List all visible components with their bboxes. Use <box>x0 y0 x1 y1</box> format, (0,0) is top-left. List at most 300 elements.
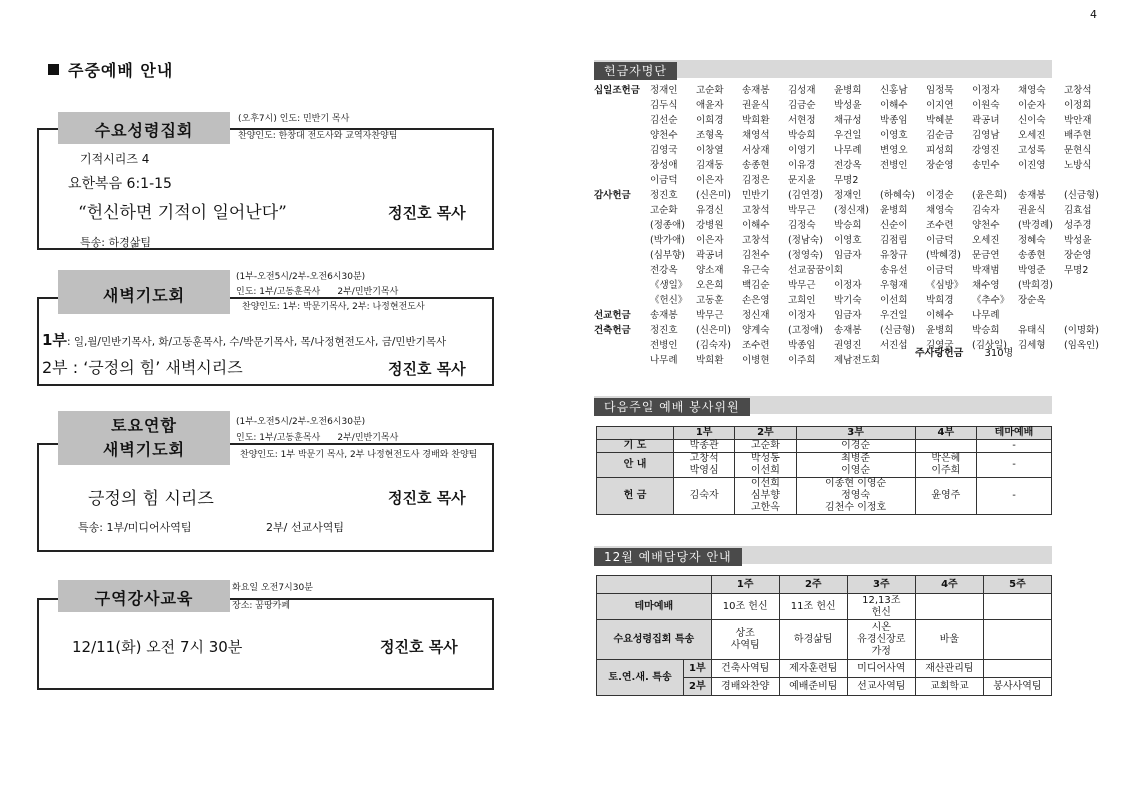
december-col-header: 4주 <box>915 576 983 594</box>
donor-name: 오세진 <box>972 235 1000 246</box>
donor-names <box>650 218 1110 233</box>
wednesday-info-2: 찬양인도: 한창대 전도사와 교역자찬양팀 <box>238 131 398 141</box>
wednesday-series: 기적시리즈 4 <box>80 152 150 166</box>
donor-name: 배주현 <box>1064 130 1092 141</box>
donor-name: 우건일 <box>880 310 908 321</box>
december-col-header: 2주 <box>779 576 847 594</box>
donor-row <box>594 143 1092 158</box>
donor-row <box>594 233 1092 248</box>
volunteers-col-header: 1부 <box>674 427 735 440</box>
donor-name: (신금형) <box>880 325 915 336</box>
donor-name: 문지윤 <box>788 175 816 186</box>
donor-name: 이해수 <box>742 220 770 231</box>
wednesday-preacher: 정진호 목사 <box>388 204 466 222</box>
donor-name: 채수영 <box>972 280 1000 291</box>
volunteers-row <box>597 478 1052 515</box>
donor-name: 이은자 <box>696 175 724 186</box>
donor-name: 김재동 <box>696 160 724 171</box>
donor-name: 《추수》 <box>972 295 1010 306</box>
donor-name: 제남전도회 <box>834 355 880 366</box>
december-sub-label: 2부 <box>684 678 712 696</box>
volunteers-cell: 김숙자 <box>674 478 735 515</box>
donor-name: 이해수 <box>880 100 908 111</box>
donor-name: 이선희 <box>880 295 908 306</box>
donor-name: 신이숙 <box>1018 115 1046 126</box>
donor-names <box>650 158 1110 173</box>
donor-name: 서현정 <box>788 115 816 126</box>
donor-row <box>594 98 1092 113</box>
december-col-header: 3주 <box>847 576 915 594</box>
saturday-tag-line2: 새벽기도회 <box>102 440 186 459</box>
donor-name: 고창석 <box>1064 85 1092 96</box>
donor-name: 송재봉 <box>742 85 770 96</box>
district-info-1: 화요일 오전7시30분 <box>232 583 313 593</box>
december-cell: 하경삶팀 <box>779 620 847 660</box>
donor-name: (김숙자) <box>696 340 731 351</box>
donor-name: 곽공녀 <box>696 250 724 261</box>
december-cell: 예배준비팀 <box>779 678 847 696</box>
donor-name: 장순영 <box>1064 250 1092 261</box>
donor-name: 박승희 <box>834 220 862 231</box>
december-cell: 바울 <box>915 620 983 660</box>
donor-names <box>650 338 1110 353</box>
donor-names <box>650 173 880 188</box>
donor-name: 손은영 <box>742 295 770 306</box>
donor-names <box>650 128 1110 143</box>
donor-row <box>594 203 1092 218</box>
volunteers-cell: 최병준 이영순 <box>796 453 915 478</box>
donor-name: (신은미) <box>696 190 731 201</box>
donor-name: 전병인 <box>880 160 908 171</box>
donor-name: 박종임 <box>880 115 908 126</box>
section-title-text: 주중예배 안내 <box>68 61 174 80</box>
donor-name: 이순자 <box>1018 100 1046 111</box>
volunteers-table <box>596 426 1052 515</box>
donor-name: 전강옥 <box>650 265 678 276</box>
december-cell: 선교사역팀 <box>847 678 915 696</box>
dawn-part1-text: : 일,월/민반기목사, 화/고동훈목사, 수/박문기목사, 목/나정현전도사, 금/민반기목사 <box>66 336 447 348</box>
wednesday-scripture: 요한복음 6:1-15 <box>68 176 172 192</box>
donor-name: 이경순 <box>926 190 954 201</box>
december-cell: 제자훈련팀 <box>779 660 847 678</box>
donor-name: 김효섭 <box>1064 205 1092 216</box>
page-number: 4 <box>1090 8 1097 21</box>
donor-row <box>594 173 1064 188</box>
donor-name: (정신재) <box>834 205 869 216</box>
december-row <box>597 594 1052 620</box>
donor-name: 정진호 <box>650 325 678 336</box>
donor-name: (김연경) <box>788 190 823 201</box>
donor-name: 《헌신》 <box>650 295 688 306</box>
donor-row <box>594 248 1092 263</box>
donor-name: (신은미) <box>696 325 731 336</box>
donor-names <box>650 308 1018 323</box>
donor-category: 감사헌금 <box>594 190 631 201</box>
december-cell: 재산관리팀 <box>915 660 983 678</box>
donor-name: 이영기 <box>788 145 816 156</box>
donor-name: 오세진 <box>1018 130 1046 141</box>
donor-row <box>594 128 1092 143</box>
district-preacher: 정진호 목사 <box>380 638 458 656</box>
saturday-tag <box>58 411 230 465</box>
december-table <box>596 575 1052 696</box>
donor-name: 이원숙 <box>972 100 1000 111</box>
donor-name: 박무근 <box>788 205 816 216</box>
donor-name: 나무례 <box>972 310 1000 321</box>
december-cell: 교회학교 <box>915 678 983 696</box>
donor-name: 유근숙 <box>742 265 770 276</box>
donor-name: 고창석 <box>742 205 770 216</box>
donors-header <box>594 60 1052 78</box>
dawn-preacher: 정진호 목사 <box>388 360 466 378</box>
december-cell: 봉사사역팀 <box>983 678 1051 696</box>
donor-name: 박희환 <box>742 115 770 126</box>
december-cell: 건축사역팀 <box>711 660 779 678</box>
donor-name: 전병인 <box>650 340 678 351</box>
donor-name: 애윤자 <box>696 100 724 111</box>
donor-name: 고성록 <box>1018 145 1046 156</box>
donor-names <box>650 293 1064 308</box>
donor-name: 서상재 <box>742 145 770 156</box>
section-title <box>48 58 173 81</box>
donors-title: 헌금자명단 <box>594 62 677 80</box>
donor-name: 임금자 <box>834 250 862 261</box>
donor-name: 신순이 <box>880 220 908 231</box>
donor-name: 김정숙 <box>788 220 816 231</box>
donor-name: (정남숙) <box>788 235 823 246</box>
volunteers-row <box>597 453 1052 478</box>
donor-row <box>594 293 1064 308</box>
donor-name: 유창규 <box>880 250 908 261</box>
donor-name: (하혜숙) <box>880 190 915 201</box>
donor-list <box>594 83 1099 368</box>
donor-name: 채영숙 <box>926 205 954 216</box>
donor-name: 김정은 <box>742 175 770 186</box>
volunteers-cell: 박성동 이선희 <box>735 453 796 478</box>
donor-names <box>650 353 880 368</box>
donor-name: 김성재 <box>788 85 816 96</box>
donor-name: 송재봉 <box>650 310 678 321</box>
saturday-info-1: (1부-오전5시/2부-오전6시30분) <box>236 417 366 427</box>
donor-name: 문현식 <box>1064 145 1092 156</box>
donor-name: 박혜분 <box>926 115 954 126</box>
donor-name: 양천수 <box>650 130 678 141</box>
volunteers-col-header: 4부 <box>915 427 976 440</box>
donor-name: 곽공녀 <box>972 115 1000 126</box>
donor-name: 김영남 <box>972 130 1000 141</box>
volunteers-cell: 고순화 <box>735 440 796 453</box>
donor-names <box>650 83 1110 98</box>
donor-name: 장성애 <box>650 160 678 171</box>
donor-name: 나무례 <box>650 355 678 366</box>
december-row-label: 수요성령집회 특송 <box>597 620 712 660</box>
volunteers-header <box>594 396 1052 414</box>
donor-name: 고희인 <box>788 295 816 306</box>
donor-name: 이병현 <box>742 355 770 366</box>
dawn-part2: 2부 : ‘긍정의 힘’ 새벽시리즈 <box>42 358 243 377</box>
donor-name: 박승희 <box>972 325 1000 336</box>
donor-name: 이진영 <box>1018 160 1046 171</box>
volunteers-cell: 이선희 심부향 고한옥 <box>735 478 796 515</box>
donor-name: 박무근 <box>788 280 816 291</box>
donor-name: 양소재 <box>696 265 724 276</box>
district-tag: 구역강사교육 <box>58 580 230 612</box>
donor-name: 김영국 <box>926 340 954 351</box>
donor-name: 고순화 <box>696 85 724 96</box>
december-cell: 11조 헌신 <box>779 594 847 620</box>
donor-name: 이영호 <box>880 130 908 141</box>
december-sub-label: 1부 <box>684 660 712 678</box>
donor-name: 송유선 <box>880 265 908 276</box>
donor-name: 고동훈 <box>696 295 724 306</box>
donor-name: 이정희 <box>1064 100 1092 111</box>
saturday-info-3: 찬양인도: 1부 박문기 목사, 2부 나정현전도사 경배와 찬양팀 <box>240 450 478 460</box>
december-cell <box>983 594 1051 620</box>
december-col-header: 5주 <box>983 576 1051 594</box>
donor-name: 김영국 <box>650 145 678 156</box>
december-cell <box>915 594 983 620</box>
donor-name: 무명2 <box>834 175 859 186</box>
volunteers-cell: 이종현 이영순 정영숙 김천수 이정호 <box>796 478 915 515</box>
donor-name: 전강옥 <box>834 160 862 171</box>
donor-name: 송민수 <box>972 160 1000 171</box>
donor-name: (정종애) <box>650 220 685 231</box>
december-row-label: 테마예배 <box>597 594 712 620</box>
wednesday-tag: 수요성령집회 <box>58 112 230 144</box>
donor-name: (윤은희) <box>972 190 1007 201</box>
dawn-part1-label: 1부 <box>42 331 67 349</box>
dawn-info-2: 인도: 1부/고동훈목사 2부/민반기목사 <box>236 287 399 297</box>
donor-name: 이정자 <box>972 85 1000 96</box>
donor-name: 강영진 <box>972 145 1000 156</box>
donor-row <box>594 263 1089 278</box>
donor-name: 양천수 <box>972 220 1000 231</box>
donor-names <box>650 98 1110 113</box>
december-row <box>597 620 1052 660</box>
donor-name: 이유경 <box>788 160 816 171</box>
donor-name: 백김순 <box>742 280 770 291</box>
wednesday-special: 특송: 하경삶팀 <box>80 236 151 249</box>
december-row <box>597 660 1052 678</box>
donor-name: 고순화 <box>650 205 678 216</box>
donor-names <box>650 278 1064 293</box>
wednesday-sermon-title: “헌신하면 기적이 일어난다” <box>78 203 287 223</box>
december-cell: 경배와찬양 <box>711 678 779 696</box>
donor-row <box>594 323 1099 338</box>
donor-name: 나무례 <box>834 145 862 156</box>
donor-name: (신금형) <box>1064 190 1099 201</box>
saturday-tag-line1: 토요연합 <box>111 416 177 435</box>
donor-name: 정혜숙 <box>1018 235 1046 246</box>
december-header <box>594 546 1052 564</box>
donor-name: 유태식 <box>1018 325 1046 336</box>
volunteers-title: 다음주일 예배 봉사위원 <box>594 398 750 416</box>
donor-name: 김금순 <box>788 100 816 111</box>
donor-name: 고창석 <box>742 235 770 246</box>
donor-name: 이은자 <box>696 235 724 246</box>
donor-name: 김세형 <box>1018 340 1046 351</box>
volunteers-cell: 윤영주 <box>915 478 976 515</box>
donor-name: 박성윤 <box>1064 235 1092 246</box>
donor-name: 이정자 <box>788 310 816 321</box>
december-cell <box>983 660 1051 678</box>
donor-name: 이주희 <box>788 355 816 366</box>
dawn-info-3: 찬양인도: 1부: 박문기목사, 2부: 나정현전도사 <box>242 302 425 312</box>
volunteers-row <box>597 440 1052 453</box>
donor-name: (정영숙) <box>788 250 823 261</box>
donor-name: 박승희 <box>788 130 816 141</box>
donor-name: 강병원 <box>696 220 724 231</box>
volunteers-col-header: 3부 <box>796 427 915 440</box>
donor-name: 이창열 <box>696 145 724 156</box>
donor-name: 선교꿈꿈이회 <box>788 265 844 276</box>
donor-names <box>650 248 1110 263</box>
volunteers-cell <box>915 440 976 453</box>
donor-name: 이정자 <box>834 280 862 291</box>
donor-name: (박혜경) <box>926 250 961 261</box>
donor-name: 이지연 <box>926 100 954 111</box>
donor-category: 십일조헌금 <box>594 85 640 96</box>
donor-name: 신홍남 <box>880 85 908 96</box>
donor-name: 정진호 <box>650 190 678 201</box>
donor-name: 채규성 <box>834 115 862 126</box>
donor-name: (박희경) <box>1018 280 1053 291</box>
volunteers-cell: - <box>977 453 1052 478</box>
donor-name: 김두식 <box>650 100 678 111</box>
square-bullet-icon <box>48 64 59 75</box>
donor-name: 권윤식 <box>1018 205 1046 216</box>
wednesday-info-1: (오후7시) 인도: 민반기 목사 <box>238 114 350 124</box>
donor-name: 장순옥 <box>1018 295 1046 306</box>
donor-names <box>650 113 1110 128</box>
donor-name: 정신재 <box>742 310 770 321</box>
december-cell: 상조 사역팀 <box>711 620 779 660</box>
donor-name: 김숙자 <box>972 205 1000 216</box>
saturday-info-2: 인도: 1부/고동훈목사 2부/민반기목사 <box>236 433 399 443</box>
donor-name: 권윤식 <box>742 100 770 111</box>
donor-name: 정재인 <box>834 190 862 201</box>
donor-name: 성주경 <box>1064 220 1092 231</box>
donor-name: 노방식 <box>1064 160 1092 171</box>
donor-row <box>594 278 1064 293</box>
donor-name: 송종현 <box>1018 250 1046 261</box>
donor-names <box>650 143 1110 158</box>
donor-name: 조수련 <box>742 340 770 351</box>
december-cell: 10조 헌신 <box>711 594 779 620</box>
donor-name: 《심방》 <box>926 280 964 291</box>
donor-name: 채영석 <box>742 130 770 141</box>
donor-name: 이희경 <box>696 115 724 126</box>
donor-row <box>594 113 1092 128</box>
volunteers-cell: 박은혜 이주희 <box>915 453 976 478</box>
december-col-header <box>597 576 712 594</box>
volunteers-cell: - <box>977 440 1052 453</box>
donor-name: 무명2 <box>1064 265 1089 276</box>
district-info-2: 장소: 꿈땅카페 <box>232 601 291 611</box>
donor-name: 김천수 <box>742 250 770 261</box>
december-col-header: 1주 <box>711 576 779 594</box>
volunteers-cell: 박종관 <box>674 440 735 453</box>
december-cell: 미디어사역 <box>847 660 915 678</box>
saturday-special-2: 2부/ 선교사역팀 <box>266 521 344 534</box>
donor-name: 임정묵 <box>926 85 954 96</box>
donor-name: (고정애) <box>788 325 823 336</box>
volunteers-cell: 이경순 <box>796 440 915 453</box>
donor-name: 우건일 <box>834 130 862 141</box>
donor-name: 《생일》 <box>650 280 688 291</box>
donor-name: 피성희 <box>926 145 954 156</box>
donor-name: 박희경 <box>926 295 954 306</box>
donor-names <box>650 203 1110 218</box>
donor-name: 임금자 <box>834 310 862 321</box>
donor-name: 박재범 <box>972 265 1000 276</box>
anon-label: 주사랑헌금 <box>915 348 964 359</box>
donor-name: (심부향) <box>650 250 685 261</box>
december-cell: 시온 유경신장로 가정 <box>847 620 915 660</box>
donor-name: 박영준 <box>1018 265 1046 276</box>
donor-name: 이금덕 <box>926 235 954 246</box>
donor-name: 송재봉 <box>1018 190 1046 201</box>
donor-row <box>594 158 1092 173</box>
donor-name: 오은희 <box>696 280 724 291</box>
donor-name: 박기숙 <box>834 295 862 306</box>
saturday-special-1: 특송: 1부/미디어사역팀 <box>78 521 192 534</box>
donor-name: 장순영 <box>926 160 954 171</box>
donor-category: 선교헌금 <box>594 310 631 321</box>
donor-name: 민반기 <box>742 190 770 201</box>
donor-name: 양계숙 <box>742 325 770 336</box>
donor-row <box>594 308 1064 323</box>
donor-name: 송재봉 <box>834 325 862 336</box>
volunteers-cell: 고창석 박영심 <box>674 453 735 478</box>
dawn-info-1: (1부-오전5시/2부-오전6시30분) <box>236 272 366 282</box>
december-cell <box>983 620 1051 660</box>
donor-name: 채영숙 <box>1018 85 1046 96</box>
donor-name: 조형옥 <box>696 130 724 141</box>
volunteers-col-header: 2부 <box>735 427 796 440</box>
donor-name: 박희환 <box>696 355 724 366</box>
donor-name: (김상일) <box>972 340 1007 351</box>
volunteers-row-label: 안 내 <box>597 453 674 478</box>
volunteers-cell: - <box>977 478 1052 515</box>
donor-name: 박성윤 <box>834 100 862 111</box>
donor-name: 이영호 <box>834 235 862 246</box>
december-title: 12월 예배담당자 안내 <box>594 548 742 566</box>
donor-name: 윤병희 <box>834 85 862 96</box>
anon-offering <box>915 344 1013 359</box>
district-datetime: 12/11(화) 오전 7시 30분 <box>72 638 243 656</box>
donor-name: 문금연 <box>972 250 1000 261</box>
volunteers-col-header <box>597 427 674 440</box>
saturday-sermon: 긍정의 힘 시리즈 <box>88 489 214 509</box>
donor-row <box>594 83 1092 98</box>
donor-name: 윤병희 <box>926 325 954 336</box>
donor-name: 김선순 <box>650 115 678 126</box>
donor-names <box>650 323 1110 338</box>
donor-name: (박경례) <box>1018 220 1053 231</box>
donor-row <box>594 218 1092 233</box>
donor-row <box>594 188 1099 203</box>
donor-name: 박무근 <box>696 310 724 321</box>
donor-name: 유경신 <box>696 205 724 216</box>
donor-name: 조수련 <box>926 220 954 231</box>
donor-name: (이명화) <box>1064 325 1099 336</box>
anon-count: 310명 <box>984 348 1014 359</box>
donor-name: 송종현 <box>742 160 770 171</box>
donor-name: (임옥인) <box>1064 340 1099 351</box>
donor-name: 이해수 <box>926 310 954 321</box>
december-cell: 12,13조 헌신 <box>847 594 915 620</box>
